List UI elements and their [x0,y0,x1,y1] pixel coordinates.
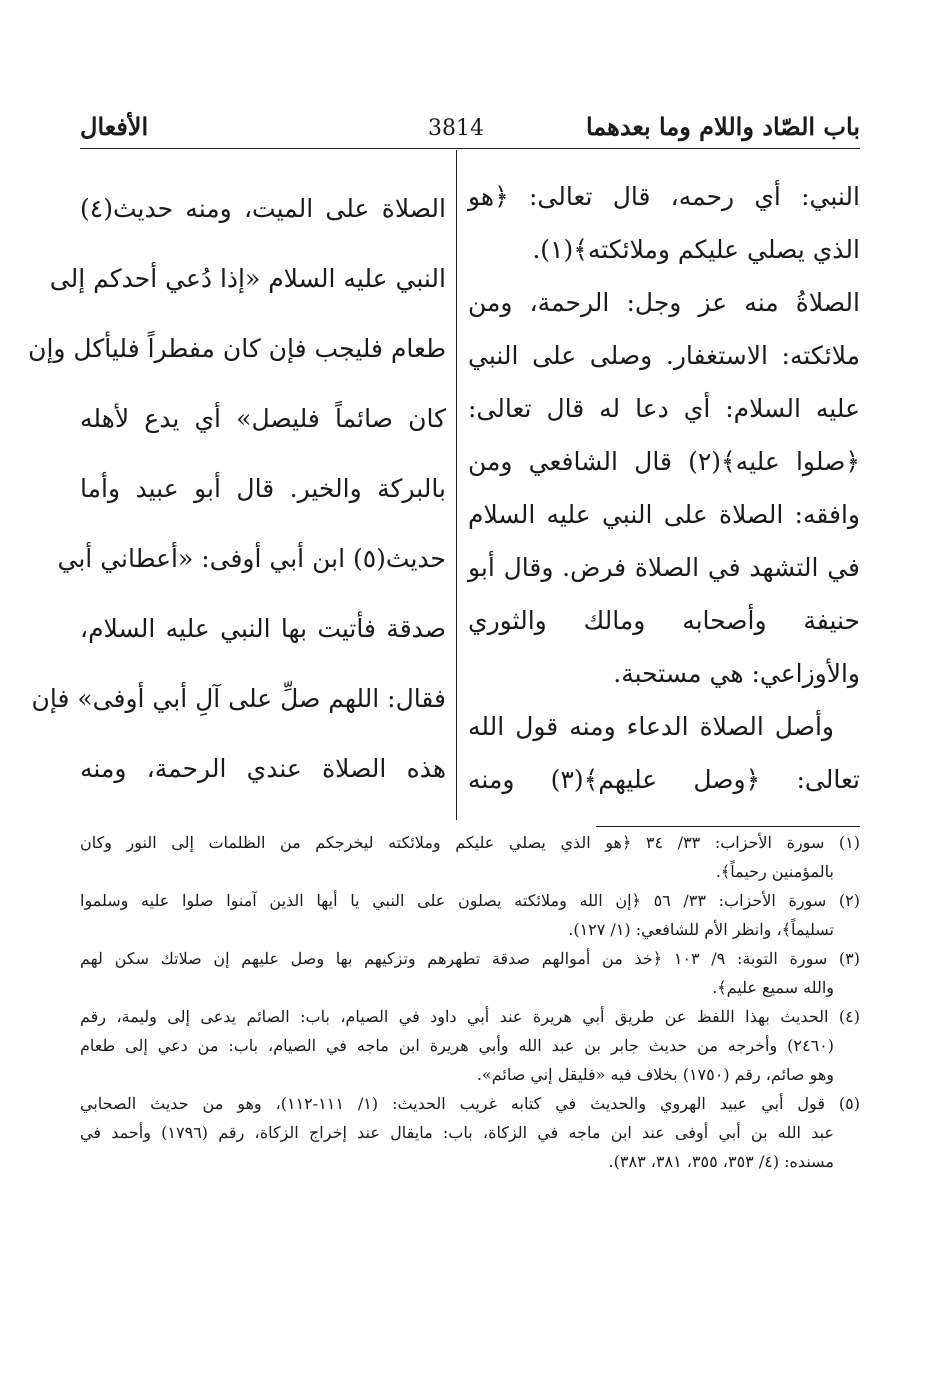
left-column [28,192,446,822]
column-divider [456,150,457,820]
chapter-title: باب الصّاد واللام وما بعدهما [585,112,860,141]
text-line: الذي يصلي عليكم وملائكته﴾(١). [532,235,860,264]
footnote-rule [596,826,860,827]
text-line: ملائكته: الاستغفار. وصلى على النبي [468,341,860,370]
text-line: والأوزاعي: هي مستحبة. [613,659,860,688]
footnote-line: (٢٤٦٠) وأخرجه من حديث جابر بن عبد الله وأبي هريرة ابن ماجه في الصيام، باب: من دعي إلى طعام [80,1036,835,1055]
text-line: صدقة فأتيت بها النبي عليه السلام، [80,614,446,643]
footnote-line: (٣) سورة التوبة: ٩/ ١٠٣ ﴿خذ من أموالهم صدقة تطهرهم وتزكيهم بها وصل عليهم إن صلاتك سكن لهم [80,949,860,968]
footnote-line: (٤) الحديث بهذا اللفظ عن طريق أبي هريرة عند أبي داود في الصيام، باب: الصائم يدعى إلى وليمة، رقم [80,1007,860,1026]
text-line: هذه الصلاة عندي الرحمة، ومنه [80,754,446,783]
footnotes [80,832,860,1180]
text-line: فقال: اللهم صلِّ على آلِ أبي أوفى» فإن [31,684,446,713]
text-line: وأصل الصلاة الدعاء ومنه قول الله [468,712,834,741]
footnote-line: تسليماً﴾، وانظر الأم للشافعي: (١/ ١٢٧). [568,920,834,939]
text-line: النبي: أي رحمه، قال تعالى: ﴿هو [468,182,860,211]
right-column [468,180,860,816]
footnote-line: (٢) سورة الأحزاب: ٣٣/ ٥٦ ﴿إن الله وملائكته يصلون على النبي يا أيها الذين آمنوا صلوا عليه وسلموا [80,891,861,910]
text-line: حديث(٥) ابن أبي أوفى: «أعطاني أبي [57,544,446,573]
footnote-line: مسنده: (٤/ ٣٥٣، ٣٥٥، ٣٨١، ٣٨٣). [608,1152,834,1171]
text-line: حنيفة وأصحابه ومالك والثوري [468,606,860,635]
footnote-line: عبد الله بن أبي أوفى عند ابن ماجه في الزكاة، باب: مايقال عند إخراج الزكاة، رقم (١٧٩٦) وأحمد في [80,1123,834,1142]
text-line: تعالى: ﴿وصل عليهم﴾(٣) ومنه [468,765,860,794]
footnote-line: وهو صائم، رقم (١٧٥٠) بخلاف فيه «فليقل إني صائم». [476,1065,834,1084]
footnote-line: بالمؤمنين رحيماً﴾. [715,862,834,881]
text-line: الصلاة على الميت، ومنه حديث(٤) [80,194,446,223]
footnote-line: (١) سورة الأحزاب: ٣٣/ ٣٤ ﴿هو الذي يصلي عليكم وملائكته ليخرجكم من الظلمات إلى النور وكان [80,833,861,852]
text-line: في التشهد في الصلاة فرض. وقال أبو [468,553,860,582]
header-rule [80,148,860,149]
page-header [80,112,860,148]
text-line: كان صائماً فليصل» أي يدع لأهله [80,404,446,433]
text-line: وافقه: الصلاة على النبي عليه السلام [468,500,860,529]
text-line: طعام فليجب فإن كان مفطراً فليأكل وإن [28,334,446,363]
text-line: عليه السلام: أي دعا له قال تعالى: [468,394,860,423]
section-title: الأفعال [80,112,149,141]
text-line: النبي عليه السلام «إذا دُعي أحدكم إلى [49,264,446,293]
text-line: بالبركة والخير. قال أبو عبيد وأما [80,474,446,503]
text-line: ﴿صلوا عليه﴾(٢) قال الشافعي ومن [468,447,860,476]
footnote-line: والله سميع عليم﴾. [712,978,834,997]
text-line: الصلاةُ منه عز وجل: الرحمة، ومن [468,288,860,317]
page-number: 3814 [428,116,484,141]
footnote-line: (٥) قول أبي عبيد الهروي والحديث في كتابه غريب الحديث: (١/ ١١١-١١٢)، وهو من حديث الصحابي [80,1094,860,1113]
